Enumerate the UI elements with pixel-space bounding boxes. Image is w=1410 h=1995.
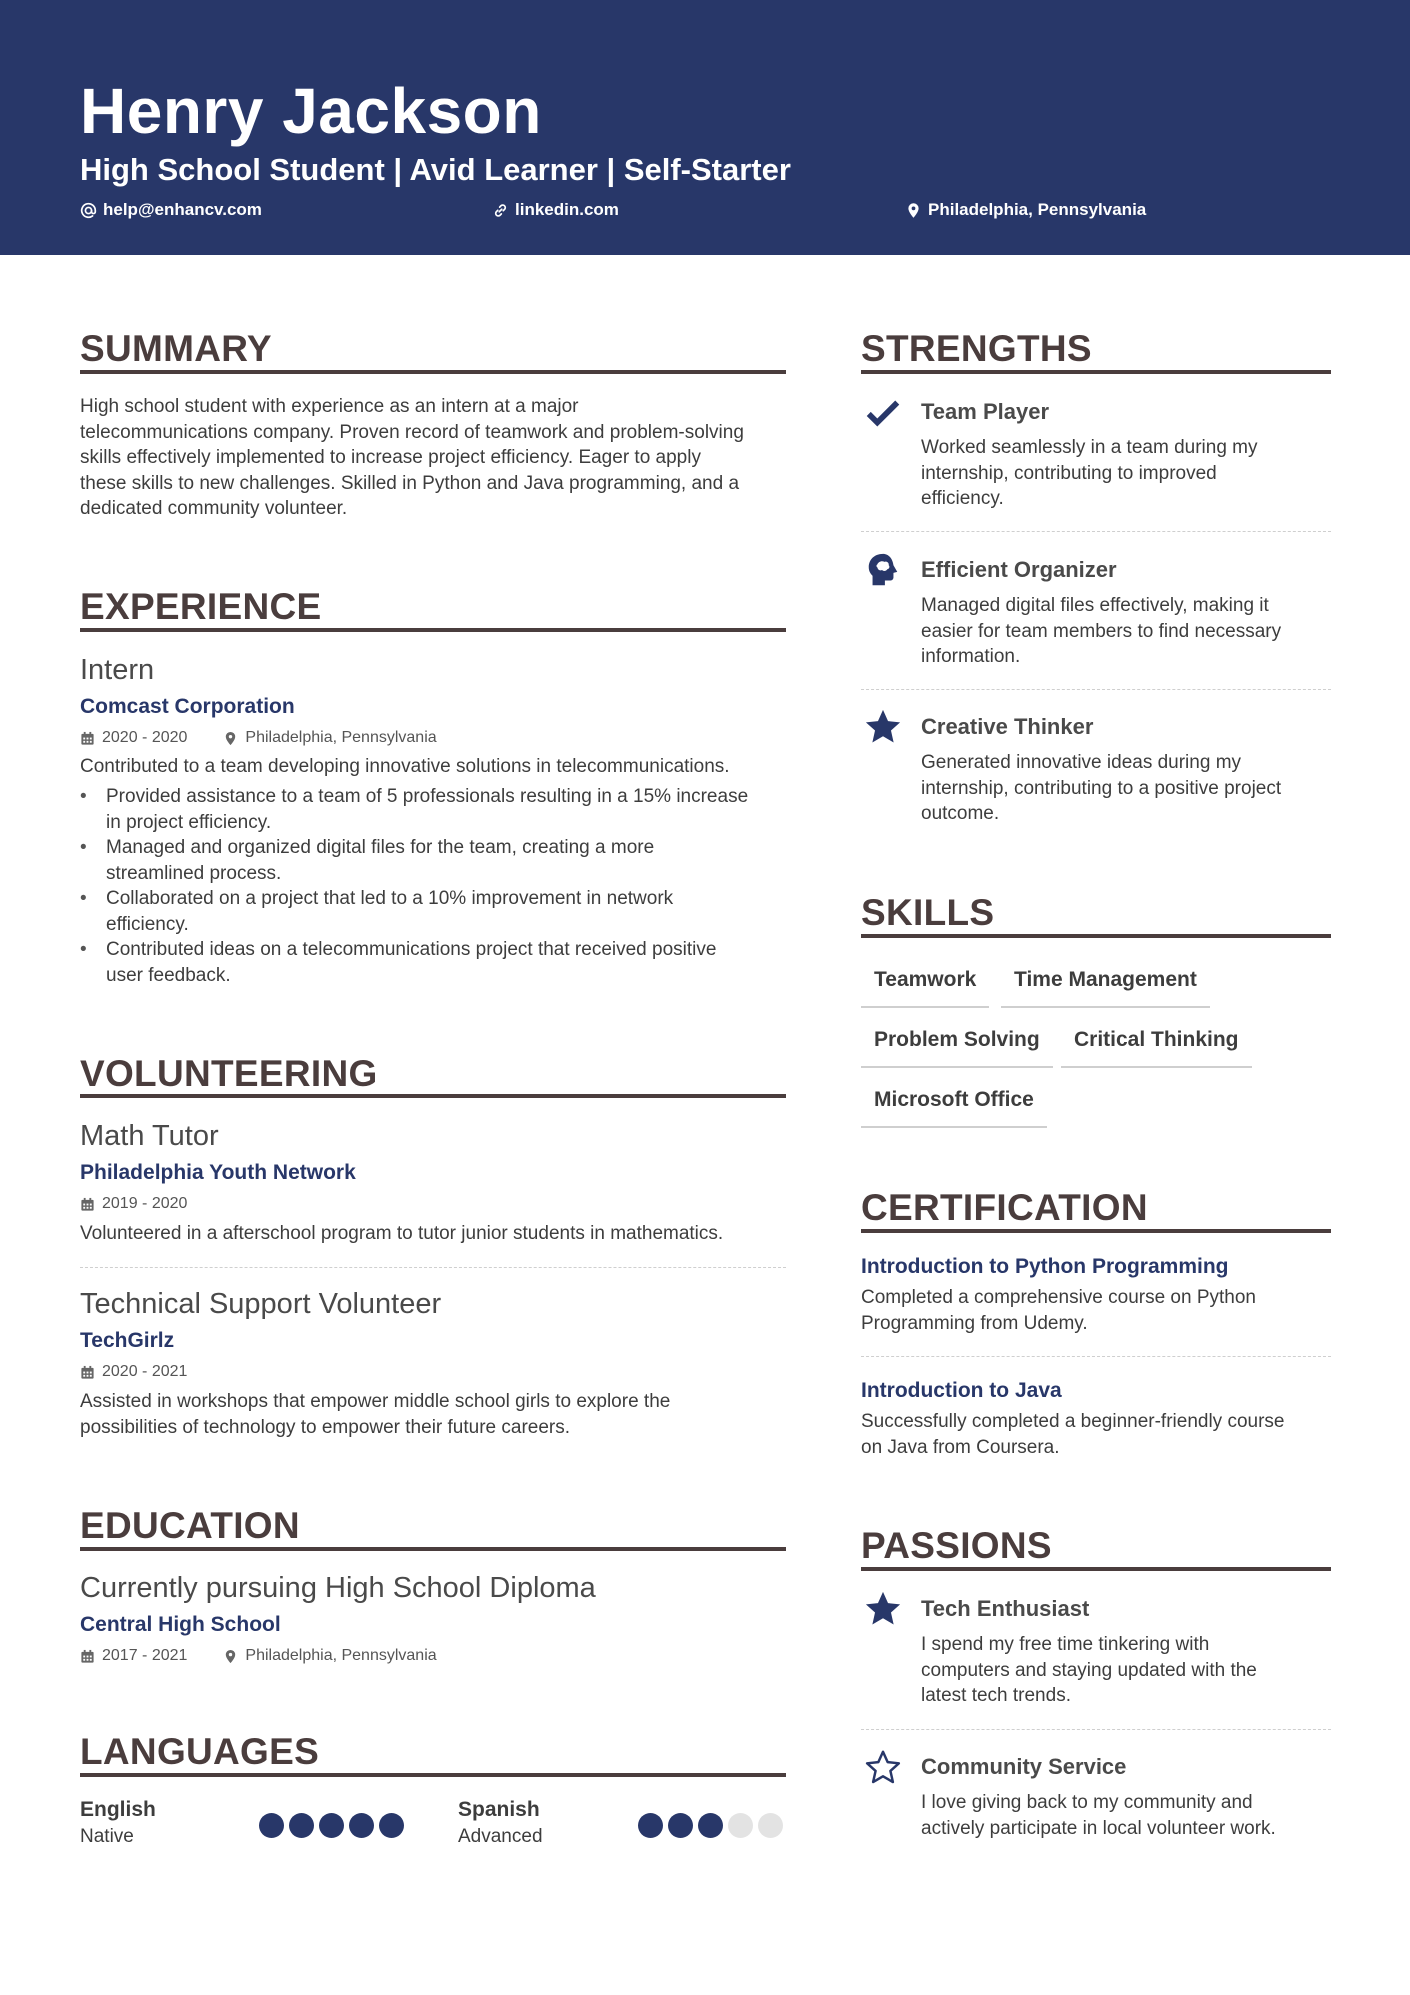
location-text: Philadelphia, Pennsylvania [928,200,1147,219]
certification-heading: CERTIFICATION [861,1187,1148,1228]
passions-heading: PASSIONS [861,1525,1052,1566]
experience-role: Intern [80,654,155,686]
language-name: English [80,1798,156,1821]
language-rating [638,1813,783,1838]
passions-rule [861,1567,1331,1571]
calendar-icon [80,1365,95,1380]
description-line: Managed digital files effectively, making it [921,595,1269,616]
divider [80,1267,786,1268]
strength-title: Creative Thinker [921,714,1094,739]
volunteer-role: Technical Support Volunteer [80,1288,442,1320]
bullet-line: efficiency. [106,913,189,935]
description-line: Assisted in workshops that empower middle school girls to explore the [80,1391,671,1412]
volunteer-description [80,1389,800,1440]
summary-line: skills effectively implemented to increase project efficiency. Eager to apply [80,447,701,468]
language-rating [259,1813,404,1838]
certification-title: Introduction to Python Programming [861,1255,1229,1278]
description-line: actively participate in local volunteer work. [921,1817,1276,1839]
summary-heading: SUMMARY [80,328,272,369]
volunteer-meta [80,1193,187,1215]
strength-description [921,750,1341,827]
divider [861,531,1331,532]
rating-dot-filled [349,1813,374,1838]
experience-heading: EXPERIENCE [80,586,322,627]
passion-description [921,1632,1341,1709]
passion-title: Community Service [921,1754,1127,1779]
divider [861,689,1331,690]
check-icon [864,394,902,432]
volunteering-rule [80,1094,786,1098]
strength-title: Team Player [921,399,1050,424]
volunteer-dates: 2020 - 2021 [102,1363,188,1380]
summary-line: High school student with experience as an intern at a major [80,396,579,417]
education-meta [80,1645,437,1667]
education-location: Philadelphia, Pennsylvania [245,1647,437,1664]
passion-description [921,1790,1341,1841]
volunteer-dates: 2019 - 2020 [102,1195,188,1212]
volunteer-org: Philadelphia Youth Network [80,1161,356,1184]
education-degree: Currently pursuing High School Diploma [80,1572,596,1604]
volunteering-heading: VOLUNTEERING [80,1053,378,1094]
email-text: help@enhancv.com [103,200,262,219]
language-level: Native [80,1826,134,1847]
description-line: Completed a comprehensive course on Python [861,1287,1257,1308]
languages-heading: LANGUAGES [80,1731,320,1772]
at-icon [80,202,97,219]
rating-dot-filled [379,1813,404,1838]
description-line: efficiency. [921,488,1004,509]
certification-description [861,1285,1331,1336]
education-rule [80,1547,786,1551]
description-line: Programming from Udemy. [861,1312,1088,1334]
description-line: Generated innovative ideas during my [921,752,1242,773]
bullet-line: • Provided assistance to a team of 5 professionals resulting in a 15% increase [106,786,749,807]
rating-dot-filled [289,1813,314,1838]
skills-rule [861,934,1331,938]
description-line: easier for team members to find necessary [921,620,1282,642]
education-heading: EDUCATION [80,1505,300,1546]
description-line: internship, contributing to improved [921,462,1217,484]
strengths-rule [861,370,1331,374]
strengths-heading: STRENGTHS [861,328,1092,369]
summary-text [80,394,790,522]
experience-company: Comcast Corporation [80,695,295,718]
list-item [80,937,800,988]
link-icon [492,202,509,219]
volunteer-org: TechGirlz [80,1329,175,1352]
candidate-name: Henry Jackson [80,75,542,147]
volunteer-description [80,1221,800,1247]
summary-rule [80,370,786,374]
calendar-icon [80,1197,95,1212]
description-line: Successfully completed a beginner-friendly course [861,1411,1285,1432]
passion-title: Tech Enthusiast [921,1596,1090,1621]
certification-rule [861,1229,1331,1233]
language-name: Spanish [458,1798,540,1821]
education-school: Central High School [80,1613,281,1636]
divider [861,1729,1331,1730]
description-line: Worked seamlessly in a team during my [921,437,1258,458]
summary-line: telecommunications company. Proven record of teamwork and problem-solving [80,421,744,443]
languages-rule [80,1773,786,1777]
skill-tag: Critical Thinking [1061,1026,1252,1068]
rating-dot-empty [758,1813,783,1838]
list-item [80,835,800,886]
rating-dot-filled [698,1813,723,1838]
description-line: outcome. [921,803,1000,824]
certification-title: Introduction to Java [861,1379,1062,1402]
volunteer-role: Math Tutor [80,1120,219,1152]
skill-tag: Teamwork [861,966,989,1008]
bullet-line: • Collaborated on a project that led to a 10% improvement in network [106,888,674,909]
candidate-tagline: High School Student | Avid Learner | Self-Starter [80,152,791,187]
certification-description [861,1409,1331,1460]
calendar-icon [80,1649,95,1664]
education-dates: 2017 - 2021 [102,1647,188,1664]
experience-description: Contributed to a team developing innovative solutions in telecommunications. [80,756,730,777]
rating-dot-empty [728,1813,753,1838]
description-line: I love giving back to my community and [921,1792,1253,1813]
description-line: latest tech trends. [921,1685,1071,1706]
summary-line: these skills to new challenges. Skilled in Python and Java programming, and a [80,472,740,494]
skill-tag: Problem Solving [861,1026,1053,1068]
divider [861,1356,1331,1357]
strength-title: Efficient Organizer [921,557,1117,582]
language-level: Advanced [458,1826,543,1847]
star-icon [864,708,902,746]
experience-bullets [80,784,800,988]
contact-email[interactable] [80,198,262,222]
calendar-icon [80,731,95,746]
description-line: information. [921,646,1021,667]
experience-location: Philadelphia, Pennsylvania [245,729,437,746]
rating-dot-filled [259,1813,284,1838]
description-line: internship, contributing to a positive project [921,777,1282,799]
header-banner [0,0,1410,255]
bullet-line: • Contributed ideas on a telecommunications project that received positive [106,939,717,960]
experience-dates: 2020 - 2020 [102,729,188,746]
skill-tag: Time Management [1001,966,1210,1008]
skill-tag: Microsoft Office [861,1086,1047,1128]
bullet-line: streamlined process. [106,862,282,884]
rating-dot-filled [319,1813,344,1838]
description-line: on Java from Coursera. [861,1436,1060,1458]
description-line: I spend my free time tinkering with [921,1634,1210,1655]
description-line: computers and staying updated with the [921,1659,1257,1681]
location-pin-icon [223,731,238,746]
list-item [80,886,800,937]
star-outline-icon [864,1748,902,1786]
rating-dot-filled [668,1813,693,1838]
brain-head-icon [864,551,902,589]
description-line: Volunteered in a afterschool program to tutor junior students in mathematics. [80,1223,724,1244]
strength-description [921,435,1341,512]
contact-linkedin[interactable] [492,198,619,222]
bullet-line: in project efficiency. [106,811,272,833]
description-line: possibilities of technology to empower their future careers. [80,1416,571,1438]
experience-meta [80,727,437,749]
bullet-line: • Managed and organized digital files for the team, creating a more [106,837,655,858]
location-pin-icon [905,202,922,219]
skills-heading: SKILLS [861,892,995,933]
summary-line: dedicated community volunteer. [80,498,348,519]
strength-description [921,593,1341,670]
contact-location [905,198,1146,222]
location-pin-icon [223,1649,238,1664]
volunteer-meta [80,1361,187,1383]
star-icon [864,1590,902,1628]
experience-rule [80,628,786,632]
rating-dot-filled [638,1813,663,1838]
bullet-line: user feedback. [106,964,231,986]
list-item [80,784,800,835]
linkedin-text: linkedin.com [515,200,619,219]
